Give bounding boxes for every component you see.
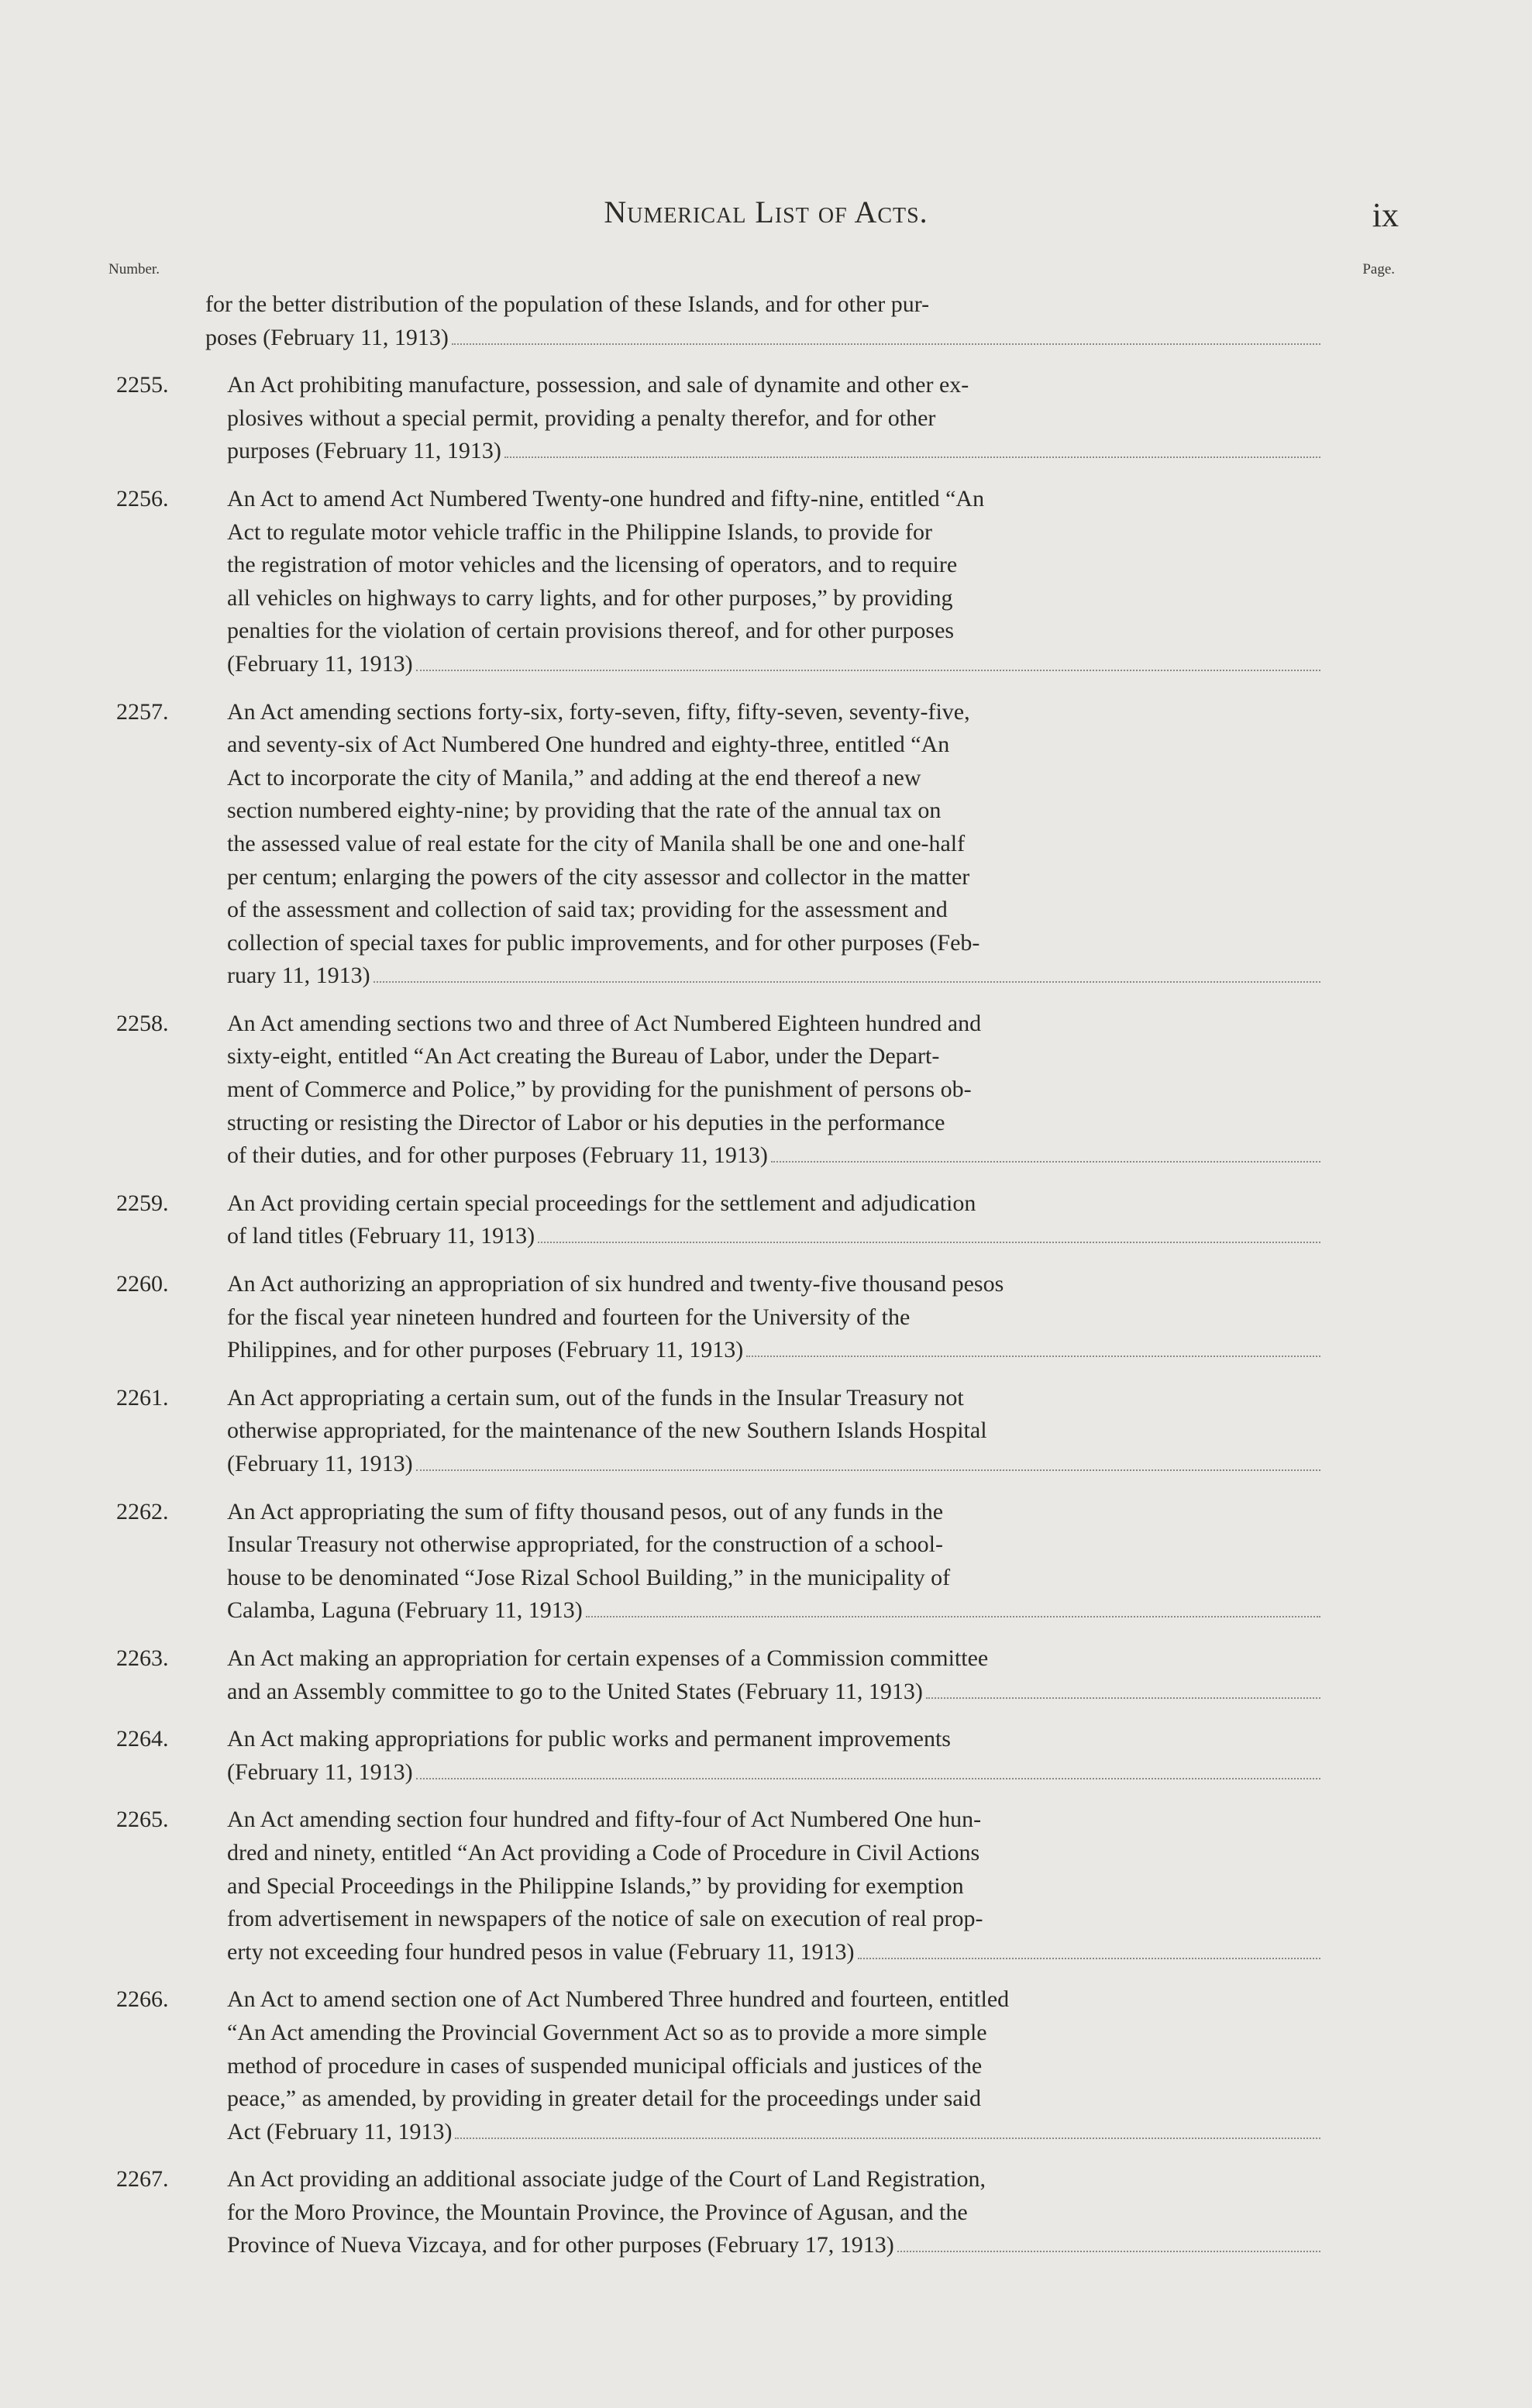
act-title — [227, 1983, 1325, 2148]
dot-leader — [858, 1958, 1321, 1959]
page-header — [0, 194, 1532, 240]
act-title-line: An Act making an appropriation for certain expenses of a Commission committee — [227, 1645, 989, 1671]
act-title-line: An Act amending sections two and three of Act Numbered Eighteen hundred and — [227, 1010, 982, 1036]
act-entry — [116, 1187, 1395, 1253]
act-entry — [116, 483, 1395, 681]
act-title-line: An Act amending sections forty-six, forty-seven, fifty, fifty-seven, seventy-five, — [227, 698, 970, 725]
act-entry — [116, 1983, 1395, 2148]
act-title-last-line — [227, 1334, 1325, 1367]
act-title-line: An Act to amend section one of Act Numbered Three hundred and fourteen, entitled — [227, 1986, 1010, 2013]
act-number: 2267. — [116, 2166, 169, 2193]
act-title — [227, 1008, 1325, 1173]
act-entry — [116, 1008, 1395, 1173]
act-title-line: for the Moro Province, the Mountain Province, the Province of Agusan, and the — [227, 2199, 968, 2225]
act-title-line: the assessed value of real estate for the city of Manila shall be one and one-half — [227, 830, 966, 856]
act-title-last-line — [227, 1220, 1325, 1253]
act-title-line: dred and ninety, entitled “An Act providing a Code of Procedure in Civil Actions — [227, 1839, 980, 1865]
number-column-label: Number. — [108, 261, 160, 277]
act-title-last-line — [227, 435, 1325, 468]
act-title-line: per centum; enlarging the powers of the city assessor and collector in the matter — [227, 863, 970, 890]
act-title-last-line — [227, 1448, 1325, 1481]
act-title-last-line — [227, 648, 1325, 681]
act-title-last-line-text: and an Assembly committee to go to the United States (February 11, 1913) — [227, 1678, 923, 1704]
act-title-line: the registration of motor vehicles and the licensing of operators, and to require — [227, 552, 958, 578]
act-title-line: method of procedure in cases of suspended municipal officials and justices of the — [227, 2052, 983, 2079]
act-title-line: penalties for the violation of certain provisions thereof, and for other purposes — [227, 618, 955, 644]
act-entry — [116, 1803, 1395, 1969]
act-title — [227, 2163, 1325, 2262]
act-entry — [116, 1382, 1395, 1481]
act-title-last-line — [227, 1594, 1325, 1628]
act-number: 2258. — [116, 1010, 169, 1036]
act-title-line: Act to incorporate the city of Manila,” and adding at the end thereof a new — [227, 764, 921, 791]
act-entry — [116, 369, 1395, 468]
act-title-line: collection of special taxes for public improvements, and for other purposes (Feb- — [227, 929, 980, 956]
act-title-last-line-text: of their duties, and for other purposes (February 11, 1913) — [227, 1142, 768, 1169]
dot-leader — [586, 1616, 1320, 1617]
act-title-last-line — [227, 2116, 1325, 2149]
act-title-line: section numbered eighty-nine; by providing that the rate of the annual tax on — [227, 797, 942, 824]
act-title — [227, 1496, 1325, 1628]
dot-leader — [374, 981, 1320, 983]
act-number: 2261. — [116, 1384, 169, 1411]
act-title-last-line — [227, 1756, 1325, 1790]
act-number: 2259. — [116, 1190, 169, 1216]
act-title-line: An Act providing certain special proceedings for the settlement and adjudication — [227, 1190, 976, 1216]
act-title-line: from advertisement in newspapers of the notice of sale on execution of real prop- — [227, 1906, 983, 1932]
act-title-line: otherwise appropriated, for the maintenance of the new Southern Islands Hospital — [227, 1418, 987, 1444]
act-title — [227, 1187, 1325, 1253]
act-title — [205, 288, 1325, 354]
act-title-last-line — [227, 1139, 1325, 1173]
act-title — [227, 369, 1325, 468]
act-title-line: An Act appropriating the sum of fifty thousand pesos, out of any funds in the — [227, 1498, 944, 1524]
act-title — [227, 483, 1325, 681]
act-title-last-line — [205, 322, 1325, 355]
act-title-last-line-text: (February 11, 1913) — [227, 1759, 413, 1785]
act-title-line: An Act prohibiting manufacture, possession, and sale of dynamite and other ex- — [227, 372, 969, 398]
act-title-last-line — [227, 1936, 1325, 1969]
act-entry — [116, 1496, 1395, 1628]
act-title-line: An Act amending section four hundred and fifty-four of Act Numbered One hun- — [227, 1807, 982, 1833]
act-title-line: Insular Treasury not otherwise appropriated, for the construction of a school- — [227, 1531, 943, 1558]
page-folio: ix — [1372, 196, 1399, 234]
dot-leader — [416, 670, 1320, 671]
act-title-last-line-text: erty not exceeding four hundred pesos in value (February 11, 1913) — [227, 1938, 855, 1965]
page-title: Numerical List of Acts. — [604, 195, 928, 229]
act-entry — [116, 288, 1395, 354]
act-title-last-line-text: Province of Nueva Vizcaya, and for other purposes (February 17, 1913) — [227, 2232, 894, 2258]
act-title-line: Act to regulate motor vehicle traffic in the Philippine Islands, to provide for — [227, 518, 933, 545]
act-title-line: for the better distribution of the population of these Islands, and for other pur- — [205, 291, 930, 317]
act-title-line: An Act appropriating a certain sum, out of the funds in the Insular Treasury not — [227, 1384, 964, 1411]
act-title-last-line-text: Calamba, Laguna (February 11, 1913) — [227, 1597, 583, 1624]
page-column-label: Page. — [1362, 261, 1395, 277]
act-number: 2266. — [116, 1986, 169, 2013]
act-title-last-line-text: (February 11, 1913) — [227, 650, 413, 677]
act-title-line: “An Act amending the Provincial Government Act so as to provide a more simple — [227, 2019, 987, 2045]
act-title-last-line-text: purposes (February 11, 1913) — [227, 438, 501, 464]
dot-leader — [416, 1778, 1320, 1779]
act-title-line: for the fiscal year nineteen hundred and fourteen for the University of the — [227, 1304, 911, 1330]
act-title-line: plosives without a special permit, providing a penalty therefor, and for other — [227, 405, 936, 431]
act-entry — [116, 1268, 1395, 1367]
act-entry — [116, 1642, 1395, 1708]
act-title-last-line-text: (February 11, 1913) — [227, 1451, 413, 1476]
act-title-last-line-text: Philippines, and for other purposes (February 11, 1913) — [227, 1337, 744, 1363]
act-number: 2257. — [116, 698, 169, 725]
act-title-last-line-text: poses (February 11, 1913) — [205, 324, 449, 350]
act-title-line: An Act authorizing an appropriation of six hundred and twenty-five thousand pesos — [227, 1271, 1004, 1297]
act-number: 2260. — [116, 1271, 169, 1297]
act-title-line: An Act to amend Act Numbered Twenty-one hundred and fifty-nine, entitled “An — [227, 485, 985, 512]
dot-leader — [746, 1356, 1320, 1357]
act-title-last-line — [227, 1676, 1325, 1709]
act-title — [227, 1268, 1325, 1367]
act-title-line: and Special Proceedings in the Philippine Islands,” by providing for exemption — [227, 1872, 964, 1899]
dot-leader — [897, 2251, 1320, 2252]
act-title — [227, 1382, 1325, 1481]
dot-leader — [504, 456, 1320, 458]
act-title-line: sixty-eight, entitled “An Act creating the Bureau of Labor, under the Depart- — [227, 1043, 940, 1070]
act-number: 2265. — [116, 1807, 169, 1833]
dot-leader — [452, 343, 1320, 345]
act-title — [227, 1803, 1325, 1969]
act-title-line: peace,” as amended, by providing in greater detail for the proceedings under said — [227, 2086, 981, 2112]
act-title — [227, 696, 1325, 993]
act-entry — [116, 696, 1395, 993]
act-title-line: structing or resisting the Director of Labor or his deputies in the performance — [227, 1109, 945, 1135]
dot-leader — [771, 1161, 1320, 1163]
act-title-line: of the assessment and collection of said tax; providing for the assessment and — [227, 897, 948, 923]
act-number: 2263. — [116, 1645, 169, 1671]
column-labels — [108, 261, 1395, 284]
act-number: 2264. — [116, 1726, 169, 1752]
act-entry — [116, 1723, 1395, 1789]
act-page-number — [1341, 0, 1395, 2262]
act-title — [227, 1642, 1325, 1708]
act-entry — [116, 2163, 1395, 2262]
act-title-line: An Act providing an additional associate judge of the Court of Land Registration, — [227, 2166, 986, 2193]
acts-list — [116, 288, 1395, 2277]
act-number: 2256. — [116, 485, 169, 512]
act-title — [227, 1723, 1325, 1789]
act-title-line: all vehicles on highways to carry lights, and for other purposes,” by providing — [227, 584, 953, 611]
act-title-last-line — [227, 959, 1325, 993]
act-title-line: house to be denominated “Jose Rizal School Building,” in the municipality of — [227, 1564, 951, 1590]
act-title-line: and seventy-six of Act Numbered One hundred and eighty-three, entitled “An — [227, 732, 950, 758]
act-title-line: ment of Commerce and Police,” by providing for the punishment of persons ob- — [227, 1077, 972, 1103]
dot-leader — [416, 1469, 1320, 1471]
act-title-last-line — [227, 2229, 1325, 2262]
act-title-line: An Act making appropriations for public works and permanent improvements — [227, 1726, 951, 1752]
act-number: 2255. — [116, 372, 169, 398]
act-title-last-line-text: ruary 11, 1913) — [227, 963, 370, 989]
dot-leader — [538, 1242, 1320, 1243]
dot-leader — [926, 1697, 1320, 1699]
act-title-last-line-text: Act (February 11, 1913) — [227, 2118, 453, 2144]
dot-leader — [455, 2138, 1320, 2139]
act-number: 2262. — [116, 1498, 169, 1524]
act-title-last-line-text: of land titles (February 11, 1913) — [227, 1223, 535, 1249]
